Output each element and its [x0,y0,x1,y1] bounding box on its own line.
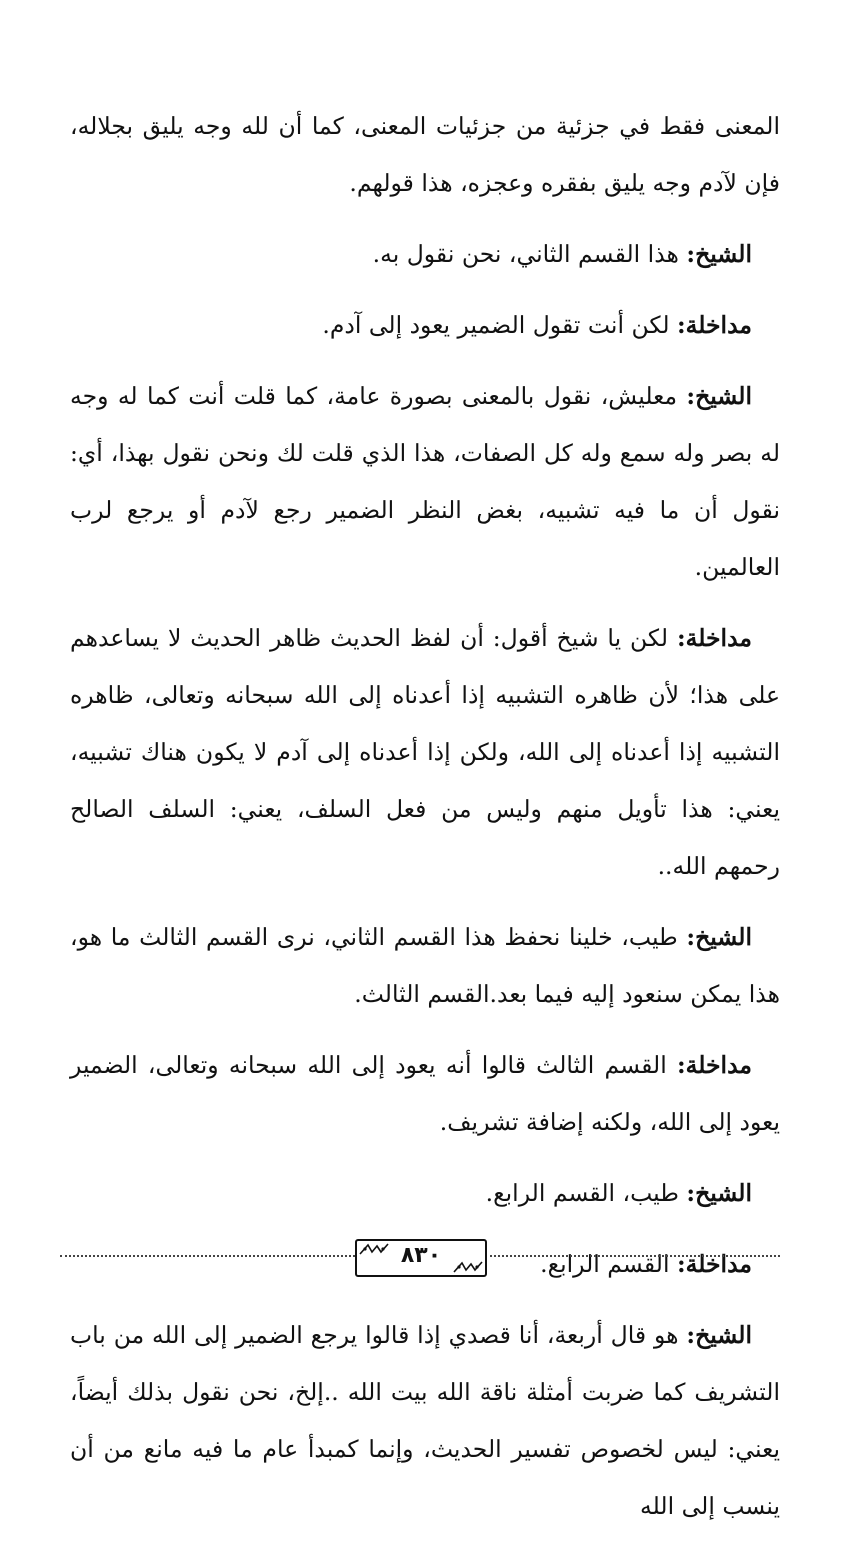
speaker-label: الشيخ: [686,240,752,268]
paragraph-text: القسم الرابع. [540,1250,677,1278]
speaker-label: مداخلة: [676,624,752,652]
paragraph-text: طيب، القسم الرابع. [485,1179,687,1207]
page-number-frame [355,1239,487,1277]
speaker-label: الشيخ: [686,1179,752,1207]
paragraph [70,98,780,212]
dotted-rule [60,1255,355,1257]
paragraph-text: هذا القسم الثاني، نحن نقول به. [372,240,687,268]
speaker-label: الشيخ: [686,1321,752,1349]
ornament-icon [453,1261,483,1273]
page-body [70,98,780,1549]
speaker-label: مداخلة: [676,1250,752,1278]
paragraph [70,909,780,1023]
paragraph [70,226,780,283]
paragraph-text: لكن يا شيخ أقول: أن لفظ الحديث ظاهر الحديث لا يساعدهم على هذا؛ لأن ظاهره التشبيه إذا أعدناه إلى الله سبحانه وتعالى، ظاهره التشبيه إذا أعدناه إلى الله، ولكن إذا أعدناه إلى آدم لا يكون هناك تشبيه، يعني: هذا تأويل منهم وليس من فعل السلف، يعني: السلف الصالح رحمهم الله.. [70,624,780,880]
paragraph [70,297,780,354]
dotted-rule [485,1255,780,1257]
paragraph [70,610,780,895]
paragraph [70,1037,780,1151]
paragraph [70,1307,780,1535]
page-number: ٨٣٠ [400,1243,442,1268]
speaker-label: الشيخ: [686,382,752,410]
paragraph-text: هو قال أربعة، أنا قصدي إذا قالوا يرجع الضمير إلى الله من باب التشريف كما ضربت أمثلة ناقة الله بيت الله ..إلخ، نحن نقول بذلك أيضاً، يعني: ليس لخصوص تفسير الحديث، وإنما كمبدأ عام ما فيه مانع من أن ينسب إلى الله [70,1321,780,1520]
paragraph-text: معليش، نقول بالمعنى بصورة عامة، كما قلت أنت كما له وجه له بصر وله سمع وله كل الصفات، هذا الذي قلت لك ونحن نقول بهذا، أي: نقول أن ما فيه تشبيه، بغض النظر الضمير رجع لآدم أو يرجع لرب العالمين. [70,382,780,581]
page-footer [60,1225,780,1285]
speaker-label: الشيخ: [686,923,752,951]
paragraph-text: المعنى فقط في جزئية من جزئيات المعنى، كما أن لله وجه يليق بجلاله، فإن لآدم وجه يليق بفقره وعجزه، هذا قولهم. [70,112,780,197]
paragraph-text: القسم الثالث قالوا أنه يعود إلى الله سبحانه وتعالى، الضمير يعود إلى الله، ولكنه إضافة تشريف. [70,1051,780,1136]
speaker-label: مداخلة: [676,1051,752,1079]
paragraph [70,1165,780,1222]
speaker-label: مداخلة: [676,311,752,339]
paragraph-text: لكن أنت تقول الضمير يعود إلى آدم. [322,311,677,339]
paragraph-text: طيب، خلينا نحفظ هذا القسم الثاني، نرى القسم الثالث ما هو، هذا يمكن سنعود إليه فيما بعد.القسم الثالث. [70,923,780,1008]
paragraph [70,368,780,596]
